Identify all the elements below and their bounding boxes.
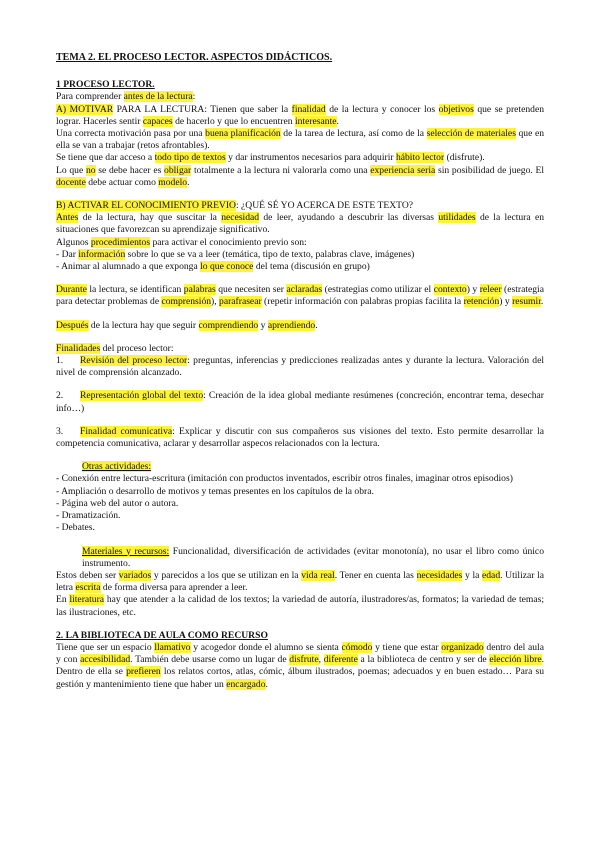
document-page [56,52,544,691]
highlighted-text: comprensión [161,296,212,308]
highlighted-text: modelo [158,176,188,188]
paragraph [56,261,544,273]
highlighted-text: hábito lector [395,152,445,164]
paragraph-gap [56,535,544,546]
text-run: . [540,296,544,308]
highlighted-text: selección de materiales [426,128,516,140]
paragraph [56,546,544,570]
paragraph [56,473,544,485]
text-run: dentro del aula y con [56,641,544,666]
text-run: . [265,678,268,690]
text-run: . También debe usarse como un lugar de [130,654,290,666]
paragraph [56,152,544,164]
text-run: 1 PROCESO LECTOR. [56,79,155,91]
highlighted-text: resumir [512,296,541,308]
highlighted-text: cómodo [341,641,373,653]
text-run: y acogedor donde el alumno se sienta [190,641,342,653]
highlighted-text: edad [482,569,501,581]
paragraph-gap [56,450,544,461]
text-run: totalmente a la lectura ni valorarla como una [191,164,371,176]
highlighted-text: antes de la lectura [123,91,193,103]
paragraph [56,165,544,189]
highlighted-text: B) ACTIVAR EL CONOCIMIENTO PREVIO [56,200,236,212]
highlighted-text: contexto [433,284,467,296]
paragraph-gap [56,619,544,630]
paragraph-gap [56,273,544,284]
text-run: En [56,594,70,606]
highlighted-text: releer [479,284,502,296]
text-run: - Ampliación o desarrollo de motivos y temas presentes en los capítulos de la obra. [56,485,374,497]
text-run: de hacerlo y que lo encuentren [172,115,295,127]
text-run: de la lectura hay que seguir [88,319,199,331]
text-run: . [315,319,318,331]
paragraph [56,510,544,522]
paragraph [56,128,544,152]
highlighted-text: vida real [301,569,335,581]
text-run: Estos deben ser [56,569,119,581]
paragraph [56,570,544,594]
text-run: y la [462,569,482,581]
highlighted-text: todo tipo de textos [154,152,226,164]
text-run: Una correcta motivación pasa por una [56,128,206,140]
paragraph [56,426,544,450]
text-run: debe actuar como [85,176,159,188]
highlighted-text: Después [56,319,89,331]
highlighted-text: disfrute [289,654,319,666]
text-run: - Debates. [56,522,95,534]
highlighted-text: prefieren [126,666,161,678]
text-run: del proceso lector: [100,342,174,354]
highlighted-text: encargado [226,678,266,690]
highlighted-text: retención [463,296,500,308]
document-body [56,79,544,691]
highlighted-text: experiencia seria [370,164,436,176]
highlighted-text: interesante [294,115,337,127]
text-run: - Dar [56,248,79,260]
highlighted-text: información [78,248,126,260]
paragraph [56,320,544,332]
text-run: (estrategias como utilizar el [322,284,434,296]
text-run: sobre lo que se va a leer (temática, tipo de texto, palabras clave, imágenes) [125,248,415,260]
text-run: de la lectura en situaciones que favorezcan su aprendizaje significativo. [56,212,544,236]
text-run: . [187,176,190,188]
text-run: y [258,319,268,331]
text-run: Funcionalidad, diversificación de actividades (evitar monotonía), no usar el libro como único instrumento. [82,545,544,569]
paragraph [56,284,544,308]
highlighted-text: objetivos [438,103,474,115]
paragraph [56,104,544,128]
document-title: TEMA 2. EL PROCESO LECTOR. ASPECTOS DIDÁCTICOS. [56,52,333,63]
highlighted-text: docente [56,176,86,188]
text-run: Para comprender [56,91,124,103]
paragraph-gap [56,309,544,320]
text-run: y parecidos a los que se utilizan en la [151,569,302,581]
highlighted-text: obligar [164,164,192,176]
text-run: de la lectura y conocer los [325,103,439,115]
highlighted-text: capaces [142,115,173,127]
paragraph-gap [56,379,544,390]
text-run: : Explicar y discutir con sus compañeros sus visiones del texto. Esto permite desarrollar la competencia comunicativa, aclarar y desarrollar aspecos relacionados con la lectura. [56,425,544,450]
paragraph-gap [56,189,544,200]
highlighted-text: Otras actividades: [82,461,151,473]
text-run: . Dentro de ella se [56,654,545,678]
list-number: 2. [56,390,64,402]
text-run: : Creación de la idea global mediante resúmenes (concreción, encontrar tema, desechar info…) [56,390,544,414]
paragraph [56,355,544,379]
text-run: y tiene que estar [372,641,442,653]
highlighted-text: Revisión del proceso lector [80,355,188,367]
highlighted-text: literatura [69,594,105,606]
highlighted-text: procedimientos [90,236,151,248]
highlighted-text: Materiales y recursos: [82,545,170,557]
highlighted-text: A) MOTIVAR [56,103,114,115]
text-run: Algunos [56,236,91,248]
highlighted-text: Durante [56,284,87,296]
text-run: para activar el conocimiento previo son: [150,236,307,248]
highlighted-text: necesidades [416,569,463,581]
paragraph [56,522,544,534]
text-run: Tiene que ser un espacio [56,641,155,653]
highlighted-text: parafrasear [219,296,262,308]
text-run: ) y [499,296,513,308]
text-run: hay que atender a la calidad de los textos; la variedad de autoría, ilustradores/as, formatos; la variedad de temas; las ilustraciones, etc. [56,594,544,618]
paragraph [56,461,544,473]
paragraph-gap [56,332,544,343]
paragraph [56,594,544,618]
text-run: - Conexión entre lectura-escritura (imitación con productos inventados, escribir otros finales, imaginar otros episodios) [56,473,513,485]
paragraph-gap [56,415,544,426]
text-run: : [192,91,196,103]
list-number: 3. [56,425,64,437]
text-run: (repetir información con palabras propias facilita la [261,296,464,308]
paragraph [56,343,544,355]
paragraph [56,249,544,261]
highlighted-text: utilidades [438,212,476,224]
text-run: . Utilizar la letra [56,569,545,594]
text-run: que necesiten ser [215,284,287,296]
text-run: se debe hacer es [95,164,165,176]
paragraph [56,212,544,236]
highlighted-text: palabras [183,284,216,296]
highlighted-text: Representación global del texto [80,390,204,402]
highlighted-text: necesidad [221,212,260,224]
highlighted-text: Finalidad comunicativa [80,425,173,437]
text-run: Lo que [56,164,86,176]
text-run: y dar instrumentos necesarios para adquirir [225,152,396,164]
section-heading [56,630,544,642]
text-run: de forma diversa para aprender a leer. [100,582,248,594]
text-run: que en ella se van a trabajar (retos afrontables). [56,128,544,152]
text-run: del tema (discusión en grupo) [253,261,370,273]
highlighted-text: aprendiendo [267,319,316,331]
text-run: : ¿QUÉ SÉ YO ACERCA DE ESTE TEXTO? [235,200,414,212]
text-run: - Dramatización. [56,510,121,522]
highlighted-text: buena planificación [205,128,281,140]
text-run: sin posibilidad de juego. El [435,164,545,176]
text-run: de la lectura, hay que suscitar la [78,212,222,224]
highlighted-text: elección libre [489,654,542,666]
text-run: que se pretenden lograr. Hacerles sentir [56,103,545,127]
text-run: (estrategia para detectar problemas de [56,284,544,308]
highlighted-text: Finalidades [56,342,101,354]
text-run: ) y [466,284,480,296]
paragraph [56,486,544,498]
list-number: 1. [56,355,64,367]
text-run: los relatos cortos, atlas, cómic, álbum ilustrados, poemas; adecuados y en buen estado… Para su gestión y mantenimiento tiene que haber un [56,666,544,690]
text-run: (disfrute). [444,152,485,164]
paragraph [56,237,544,249]
highlighted-text: lo que conoce [200,261,254,273]
text-run: ), [211,296,220,308]
text-run: . [336,115,339,127]
highlighted-text: llamativo [154,641,191,653]
paragraph [56,91,544,103]
text-run: - Página web del autor o autora. [56,497,179,509]
highlighted-text: variados [118,569,152,581]
highlighted-text: escrita [75,582,101,594]
paragraph [56,390,544,414]
text-run: . Tener en cuenta las [334,569,417,581]
highlighted-text: Antes [56,212,79,224]
highlighted-text: no [85,164,96,176]
text-run: , [318,654,324,666]
highlighted-text: accesibilidad [80,654,131,666]
text-run: : preguntas, inferencias y predicciones realizadas antes y durante la lectura. Valoración del nivel de comprensión alcanzado. [56,355,544,379]
text-run: - Animar al alumnado a que exponga [56,261,201,273]
text-run: de leer, ayudando a descubrir las diversas [259,212,439,224]
text-run: la lectura, se identifican [86,284,184,296]
highlighted-text: diferente [323,654,358,666]
paragraph [56,642,544,691]
text-run: PARA LA LECTURA: Tienen que saber la [113,103,292,115]
paragraph [56,498,544,510]
text-run: a la biblioteca de centro y ser de [357,654,490,666]
text-run: 2. LA BIBLIOTECA DE AULA COMO RECURSO [56,629,268,641]
section-heading [56,79,544,91]
paragraph [56,200,544,212]
highlighted-text: finalidad [291,103,326,115]
highlighted-text: comprendiendo [198,319,259,331]
text-run: de la tarea de lectura, así como de la [280,128,427,140]
text-run: Se tiene que dar acceso a [56,152,155,164]
highlighted-text: organizado [441,641,484,653]
highlighted-text: aclaradas [286,284,323,296]
